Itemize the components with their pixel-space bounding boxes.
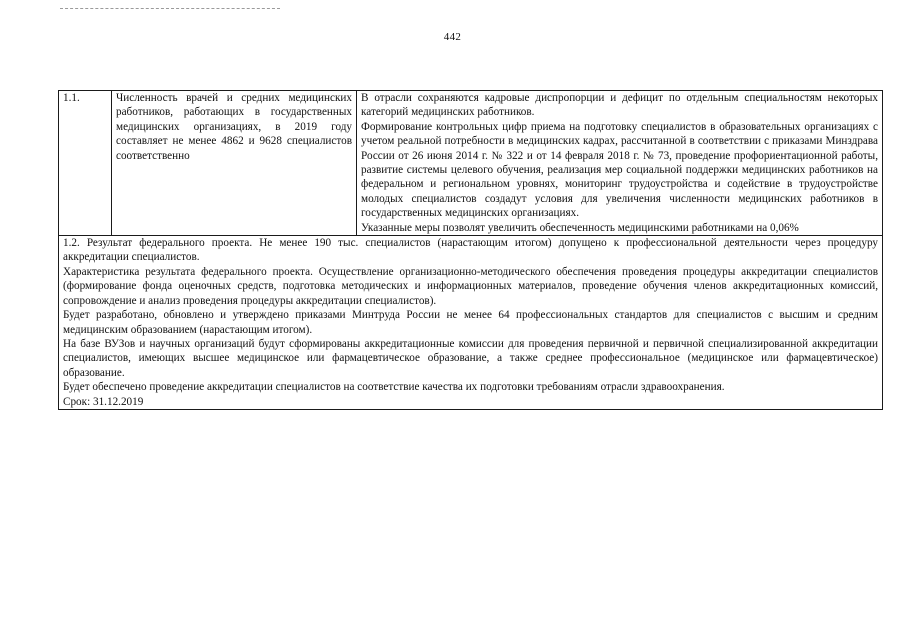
result-paragraph: На базе ВУЗов и научных организаций будут сформированы аккредитационные комиссии для проведения первичной и первичной специализированной аккредитации специалистов, имеющих высшее медицинское или фармацевтическое образование, а также среднее профессиональное (медицинское или фармацевтическое) образование. [63,337,878,379]
indicator-cell: Численность врачей и средних медицинских работников, работающих в государственных медицинских организациях, в 2019 году составляет не менее 4862 и 9628 специалистов соответственно [112,91,357,236]
result-paragraph: Будет разработано, обновлено и утверждено приказами Минтруда России не менее 64 профессиональных стандартов для специалистов с высшим и средним медицинским образованием (нарастающим итогом). [63,309,878,336]
result-paragraph: Характеристика результата федерального проекта. Осуществление организационно-методического обеспечения проведения процедуры аккредитации специалистов (формирование фонда оценочных средств, подготовка методических и информационных материалов, проведение обучения членов аккредитационных комиссий, сопровождение и анализ проведения процедуры аккредитации специалистов). [63,265,878,307]
deadline-text: Срок: 31.12.2019 [63,395,144,408]
result-paragraph: 1.2. Результат федерального проекта. Не менее 190 тыс. специалистов (нарастающим итогом) допущено к профессиональной деятельности через процедуру аккредитации специалистов. [63,237,878,264]
row-number-cell: 1.1. [59,91,112,236]
result-paragraph: Будет обеспечено проведение аккредитации специалистов на соответствие качества их подготовки требованиям отрасли здравоохранения. [63,381,725,394]
description-paragraph: В отрасли сохраняются кадровые диспропорции и дефицит по отдельным специальностям некоторых категорий медицинских работников. [361,92,878,119]
result-cell [59,236,883,410]
page-number: 442 [443,31,462,43]
description-cell [357,91,883,236]
description-paragraph: Указанные меры позволят увеличить обеспеченность медицинскими работниками на 0,06% [361,221,799,234]
description-paragraph: Формирование контрольных цифр приема на подготовку специалистов в образовательных организациях с учетом реальной потребности в медицинских кадрах, рассчитанной в соответствии с приказами Минздрава России от 26 июня 2014 г. № 322 и от 14 февраля 2018 г. № 73, проведение профориентационной работы, развитие системы целевого обучения, реализация мер социальной поддержки медицинских работников на федеральном и региональном уровнях, мониторинг трудоустройства и содействие в трудоустройстве молодых специалистов создадут условия для увеличения численности медицинских работников в государственных медицинских организациях. [361,120,878,220]
table-row-1-2 [59,236,883,410]
scan-artifact-line [60,8,280,9]
table-row-1-1 [59,91,883,236]
project-table [58,90,883,410]
